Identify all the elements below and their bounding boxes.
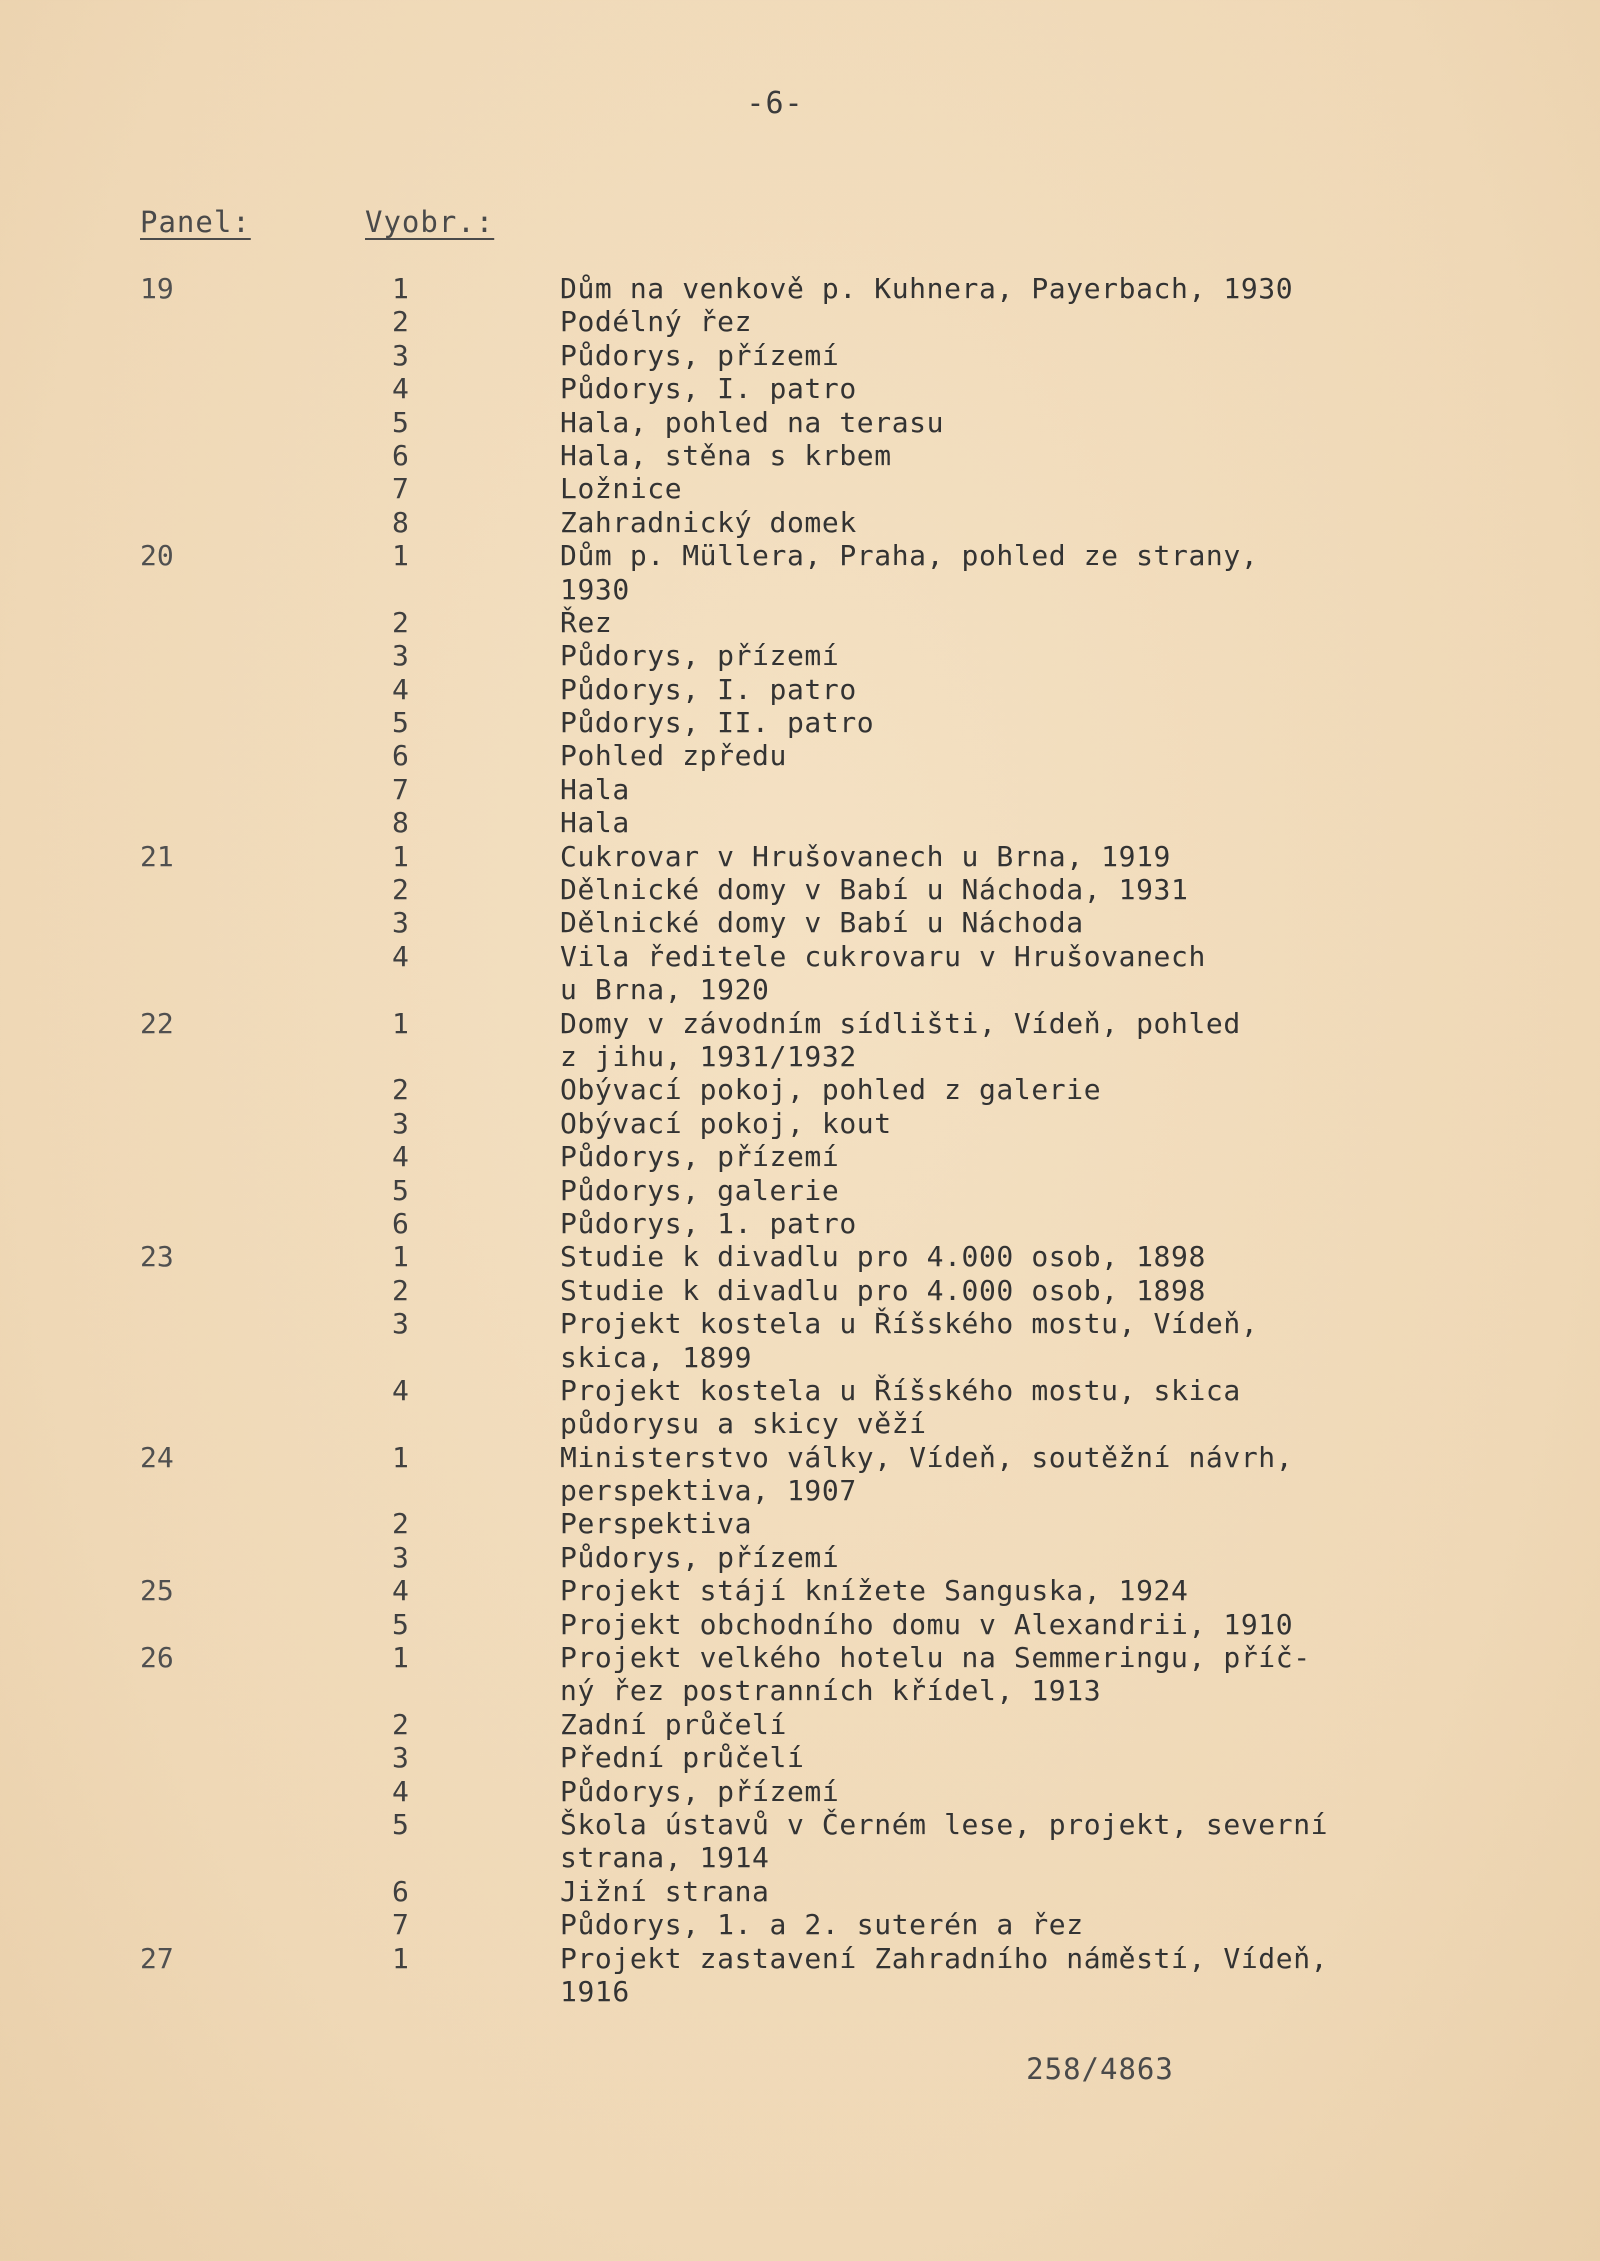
image-number: 1 xyxy=(392,272,409,305)
list-item xyxy=(0,439,1600,472)
image-description: Projekt kostela u Říšského mostu, skica xyxy=(560,1373,1241,1407)
list-item xyxy=(0,639,1600,672)
image-number: 1 xyxy=(392,1941,409,1975)
image-description: Projekt kostela u Říšského mostu, Vídeň, xyxy=(560,1307,1259,1341)
image-number: 5 xyxy=(392,1607,409,1641)
list-item xyxy=(0,1274,1600,1307)
image-description: Dům p. Müllera, Praha, pohled ze strany, xyxy=(560,539,1259,573)
image-number: 4 xyxy=(392,1574,409,1608)
image-number: 1 xyxy=(392,1440,409,1474)
image-number: 4 xyxy=(392,1140,409,1174)
list-item xyxy=(0,1040,1600,1073)
list-item xyxy=(0,1374,1600,1407)
image-description: Hala, stěna s krbem xyxy=(560,438,892,472)
image-number: 3 xyxy=(392,1540,409,1574)
panel-number: 25 xyxy=(140,1574,174,1608)
image-description: Přední průčelí xyxy=(560,1741,805,1775)
list-item xyxy=(0,973,1600,1006)
list-item xyxy=(0,1174,1600,1207)
list-item xyxy=(0,806,1600,839)
image-number: 2 xyxy=(392,605,409,639)
image-number: 6 xyxy=(392,739,409,773)
list-item xyxy=(0,1741,1600,1774)
image-description: Hala, pohled na terasu xyxy=(560,405,945,439)
list-item xyxy=(0,773,1600,806)
panel-number: 20 xyxy=(140,539,174,573)
image-number: 1 xyxy=(392,539,409,573)
image-number: 4 xyxy=(392,1774,409,1808)
panel-number: 23 xyxy=(140,1240,174,1274)
image-number: 2 xyxy=(392,305,409,339)
image-description: Škola ústavů v Černém lese, projekt, severní xyxy=(560,1807,1329,1841)
panel-column-header: Panel: xyxy=(140,205,251,239)
image-description: Ministerstvo války, Vídeň, soutěžní návrh, xyxy=(560,1440,1294,1474)
image-description: Půdorys, přízemí xyxy=(560,338,840,372)
image-number: 4 xyxy=(392,939,409,973)
image-description: Obývací pokoj, pohled z galerie xyxy=(560,1073,1102,1107)
image-description: Projekt obchodního domu v Alexandrii, 1910 xyxy=(560,1607,1294,1641)
list-item xyxy=(0,1875,1600,1908)
image-description: Hala xyxy=(560,806,630,840)
image-number: 5 xyxy=(392,1173,409,1207)
page-number: -6- xyxy=(746,86,804,121)
image-description: Půdorys, I. patro xyxy=(560,672,857,706)
image-description: Půdorys, I. patro xyxy=(560,372,857,406)
image-number: 1 xyxy=(392,839,409,873)
panel-number: 22 xyxy=(140,1006,174,1040)
list-item xyxy=(0,272,1600,305)
image-description: Projekt zastavení Zahradního náměstí, Vídeň, xyxy=(560,1941,1329,1975)
list-item xyxy=(0,472,1600,505)
image-number: 5 xyxy=(392,706,409,740)
image-description: Půdorys, 1. patro xyxy=(560,1206,857,1240)
image-description: Hala xyxy=(560,772,630,806)
image-number: 2 xyxy=(392,1707,409,1741)
list-item xyxy=(0,1808,1600,1841)
list-item xyxy=(0,1407,1600,1440)
image-description: Obývací pokoj, kout xyxy=(560,1106,892,1140)
image-number: 1 xyxy=(392,1641,409,1675)
image-description: z jihu, 1931/1932 xyxy=(560,1039,857,1073)
list-item xyxy=(0,305,1600,338)
image-description: Ložnice xyxy=(560,472,683,506)
image-description: Půdorys, II. patro xyxy=(560,706,875,740)
panel-number: 21 xyxy=(140,839,174,873)
list-item xyxy=(0,372,1600,405)
image-description: Projekt velkého hotelu na Semmeringu, příč- xyxy=(560,1641,1311,1675)
list-item xyxy=(0,1942,1600,1975)
list-item xyxy=(0,1240,1600,1273)
image-number: 6 xyxy=(392,438,409,472)
catalog-list xyxy=(0,272,1600,2008)
list-item xyxy=(0,1541,1600,1574)
list-item xyxy=(0,1841,1600,1874)
list-item xyxy=(0,1441,1600,1474)
list-item xyxy=(0,1641,1600,1674)
list-item xyxy=(0,1708,1600,1741)
image-description: Půdorys, přízemí xyxy=(560,1774,840,1808)
list-item xyxy=(0,1073,1600,1106)
list-item xyxy=(0,573,1600,606)
image-number: 3 xyxy=(392,906,409,940)
list-item xyxy=(0,739,1600,772)
list-item xyxy=(0,1975,1600,2008)
list-item xyxy=(0,940,1600,973)
list-item xyxy=(0,1608,1600,1641)
image-number: 5 xyxy=(392,1807,409,1841)
list-item xyxy=(0,506,1600,539)
panel-number: 24 xyxy=(140,1440,174,1474)
image-description: Studie k divadlu pro 4.000 osob, 1898 xyxy=(560,1240,1206,1274)
list-item xyxy=(0,1007,1600,1040)
image-number: 6 xyxy=(392,1206,409,1240)
image-description: Zahradnický domek xyxy=(560,505,857,539)
list-item xyxy=(0,873,1600,906)
image-number: 1 xyxy=(392,1006,409,1040)
panel-number: 27 xyxy=(140,1941,174,1975)
list-item xyxy=(0,840,1600,873)
image-number: 8 xyxy=(392,505,409,539)
image-description: Domy v závodním sídlišti, Vídeň, pohled xyxy=(560,1006,1241,1040)
image-description: strana, 1914 xyxy=(560,1841,770,1875)
image-description: Půdorys, galerie xyxy=(560,1173,840,1207)
image-number: 4 xyxy=(392,372,409,406)
image-number: 7 xyxy=(392,772,409,806)
image-description: Jižní strana xyxy=(560,1874,770,1908)
image-number: 7 xyxy=(392,1908,409,1942)
list-item xyxy=(0,1207,1600,1240)
image-description: Půdorys, přízemí xyxy=(560,639,840,673)
list-item xyxy=(0,1908,1600,1941)
image-number: 3 xyxy=(392,1307,409,1341)
panel-number: 26 xyxy=(140,1641,174,1675)
list-item xyxy=(0,673,1600,706)
image-number: 7 xyxy=(392,472,409,506)
image-number: 2 xyxy=(392,1507,409,1541)
image-number: 2 xyxy=(392,873,409,907)
image-description: půdorysu a skicy věží xyxy=(560,1407,927,1441)
image-description: Projekt stájí knížete Sanguska, 1924 xyxy=(560,1574,1189,1608)
image-description: Pohled zpředu xyxy=(560,739,787,773)
image-number: 3 xyxy=(392,1741,409,1775)
image-description: Perspektiva xyxy=(560,1507,753,1541)
image-number: 6 xyxy=(392,1874,409,1908)
list-item xyxy=(0,1341,1600,1374)
image-number: 5 xyxy=(392,405,409,439)
image-column-header: Vyobr.: xyxy=(365,205,495,239)
list-item xyxy=(0,1107,1600,1140)
image-description: 1930 xyxy=(560,572,630,606)
image-description: perspektiva, 1907 xyxy=(560,1474,857,1508)
image-description: Dům na venkově p. Kuhnera, Payerbach, 1930 xyxy=(560,272,1294,305)
image-description: Dělnické domy v Babí u Náchoda, 1931 xyxy=(560,873,1189,907)
image-description: Podélný řez xyxy=(560,305,753,339)
list-item xyxy=(0,706,1600,739)
list-item xyxy=(0,1507,1600,1540)
image-number: 2 xyxy=(392,1273,409,1307)
image-description: Půdorys, přízemí xyxy=(560,1140,840,1174)
list-item xyxy=(0,1474,1600,1507)
image-number: 4 xyxy=(392,1373,409,1407)
image-description: Vila ředitele cukrovaru v Hrušovanech xyxy=(560,939,1206,973)
image-number: 1 xyxy=(392,1240,409,1274)
image-description: Cukrovar v Hrušovanech u Brna, 1919 xyxy=(560,839,1172,873)
image-description: Dělnické domy v Babí u Náchoda xyxy=(560,906,1084,940)
image-number: 3 xyxy=(392,338,409,372)
image-description: Řez xyxy=(560,605,613,639)
list-item xyxy=(0,1574,1600,1607)
image-number: 3 xyxy=(392,1106,409,1140)
image-description: u Brna, 1920 xyxy=(560,973,770,1007)
image-number: 3 xyxy=(392,639,409,673)
list-item xyxy=(0,406,1600,439)
list-item xyxy=(0,1674,1600,1707)
image-number: 4 xyxy=(392,672,409,706)
image-description: 1916 xyxy=(560,1974,630,2008)
image-description: ný řez postranních křídel, 1913 xyxy=(560,1674,1102,1708)
list-item xyxy=(0,606,1600,639)
list-item xyxy=(0,1307,1600,1340)
list-item xyxy=(0,339,1600,372)
list-item xyxy=(0,906,1600,939)
list-item xyxy=(0,1775,1600,1808)
image-description: skica, 1899 xyxy=(560,1340,753,1374)
panel-number: 19 xyxy=(140,272,174,305)
footer-code: 258/4863 xyxy=(1026,2052,1174,2086)
image-number: 2 xyxy=(392,1073,409,1107)
image-description: Zadní průčelí xyxy=(560,1707,787,1741)
image-description: Půdorys, 1. a 2. suterén a řez xyxy=(560,1908,1084,1942)
image-number: 8 xyxy=(392,806,409,840)
image-description: Studie k divadlu pro 4.000 osob, 1898 xyxy=(560,1273,1206,1307)
image-description: Půdorys, přízemí xyxy=(560,1540,840,1574)
list-item xyxy=(0,539,1600,572)
list-item xyxy=(0,1140,1600,1173)
